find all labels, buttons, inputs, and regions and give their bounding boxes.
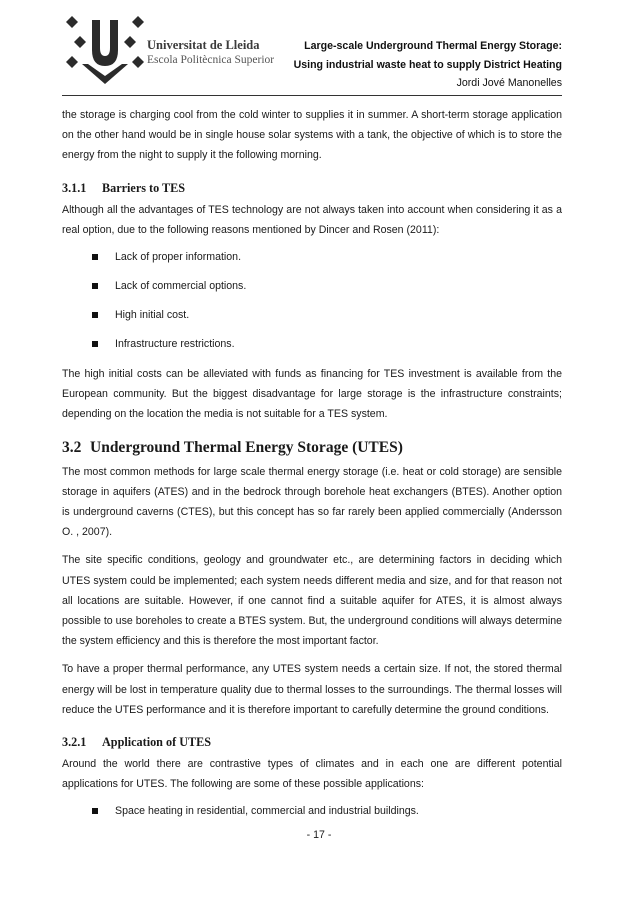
section-title: Underground Thermal Energy Storage (UTES) <box>90 438 403 456</box>
section-heading-3-2 <box>62 437 562 459</box>
section-title: Barriers to TES <box>102 180 186 195</box>
list-item: Lack of commercial options. <box>92 277 562 296</box>
applications-list <box>62 802 562 821</box>
bullet-square-icon <box>92 283 98 289</box>
paragraph: the storage is charging cool from the cold winter to supplies it in summer. A short-term storage application on the other hand would be in single house solar systems with a tank, the objective of which is to store the energy from the night to supply it the following morning. <box>62 109 562 162</box>
bullet-square-icon <box>92 341 98 347</box>
school-name: Escola Politècnica Superior <box>147 54 275 66</box>
header-divider <box>62 95 562 96</box>
page-header <box>0 0 638 100</box>
paragraph: To have a proper thermal performance, any UTES system needs a certain size. If not, the stored thermal energy will be lost in temperature quality due to thermal losses to the surroundings. The thermal losses will reduce the UTES performance and it is therefore important to carefully determine the ground conditions. <box>62 663 562 716</box>
list-item: Infrastructure restrictions. <box>92 335 562 354</box>
running-header <box>294 37 562 93</box>
paragraph: Although all the advantages of TES technology are not always taken into account when considering it as a real option, due to the following reasons mentioned by Dincer and Rosen (2011): <box>62 203 562 236</box>
paragraph: The high initial costs can be alleviated with funds as financing for TES investment is available from the European community. But the biggest disadvantage for large storage is the infrastructure constraints; depending on the location the media is not suitable for a TES system. <box>62 368 562 421</box>
section-number: 3.1.1 <box>62 180 87 195</box>
logo-emblem-icon <box>66 16 144 84</box>
bullet-square-icon <box>92 254 98 260</box>
section-number: 3.2.1 <box>62 735 87 750</box>
section-number: 3.2 <box>62 438 82 456</box>
author-name: Jordi Jové Manonelles <box>456 77 562 89</box>
barriers-list <box>62 248 562 354</box>
paragraph: The most common methods for large scale thermal energy storage (i.e. heat or cold storage) are sensible storage in aquifers (ATES) and in the bedrock through borehole heat exchangers (BTES). Another option is underground caverns (CTES), but this concept has so far rarely been applied commercially (Andersson O. , 2007). <box>62 465 562 539</box>
section-title: Application of UTES <box>102 735 212 750</box>
section-heading-3-1-1 <box>62 179 562 197</box>
list-item: High initial cost. <box>92 306 562 325</box>
page-number: - 17 - <box>306 829 332 841</box>
logo-wordmark <box>147 38 274 67</box>
page-body <box>62 105 562 831</box>
list-item: Lack of proper information. <box>92 248 562 267</box>
bullet-square-icon <box>92 312 98 318</box>
paragraph: Around the world there are contrastive types of climates and in each one are different potential applications for UTES. The following are some of these possible applications: <box>62 758 562 791</box>
bullet-square-icon <box>92 808 98 814</box>
document-title-line2: Using industrial waste heat to supply District Heating <box>293 58 562 71</box>
paragraph: The site specific conditions, geology and groundwater etc., are determining factors in deciding which UTES system could be implemented; each system needs different media and size, and for that reason not all locations are suitable. However, if one cannot find a suitable aquifer for ATES, it is almost always possible to use boreholes to create a BTES system. But, the underground conditions will always determine the system efficiency and this is therefore the most important factor. <box>62 554 562 648</box>
section-heading-3-2-1 <box>62 733 562 751</box>
university-name: Universitat de Lleida <box>147 38 260 52</box>
list-item: Space heating in residential, commercial and industrial buildings. <box>92 802 562 821</box>
document-title-line1: Large-scale Underground Thermal Energy Storage: <box>304 40 562 52</box>
